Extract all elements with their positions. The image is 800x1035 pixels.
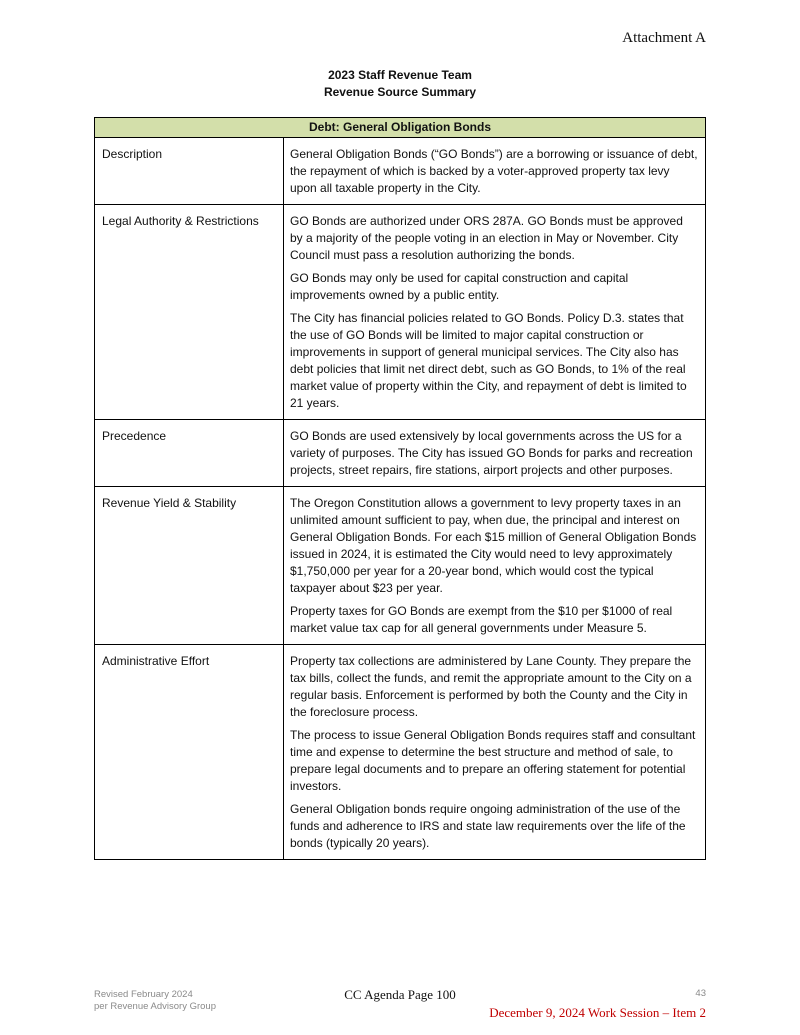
row-paragraph: Property tax collections are administered by Lane County. They prepare the tax bills, collect the funds, and remit the appropriate amount to the City on a regular basis. Enforcement is performed by both the County and the City in the foreclosure process. — [290, 654, 692, 719]
row-paragraph: The City has financial policies related to GO Bonds. Policy D.3. states that the use of GO Bonds will be limited to major capital construction or improvements in support of general municipal services. The City also has debt policies that limit net direct debt, such as GO Bonds, to 1% of the real market value of property within the City, and repayment of debt is limited to 21 years. — [290, 311, 687, 410]
attachment-label: Attachment A — [622, 30, 706, 46]
footer-work-session: December 9, 2024 Work Session – Item 2 — [489, 1005, 706, 1020]
revenue-summary-table — [94, 117, 706, 860]
row-paragraph: The process to issue General Obligation Bonds requires staff and consultant time and expense to determine the best structure and method of sale, to prepare legal documents and to prepare an offering statement for potential investors. — [290, 728, 696, 793]
footer-page-number: 43 — [695, 988, 706, 999]
table-row-legal-authority — [95, 205, 706, 420]
row-paragraph: The Oregon Constitution allows a government to levy property taxes in an unlimited amount sufficient to pay, when due, the principal and interest on General Obligation Bonds. For each $15 million of General Obligation Bonds issued in 2024, it is estimated the City would need to levy approximately $1,750,000 per year for a 20-year bond, which would cost the typical taxpayer about $23 per year. — [290, 496, 697, 595]
row-label: Description — [95, 138, 284, 205]
row-label: Revenue Yield & Stability — [95, 487, 284, 645]
row-content — [284, 138, 706, 205]
table-row-description — [95, 138, 706, 205]
row-label: Administrative Effort — [95, 645, 284, 860]
footer-revised-date: Revised February 2024 — [94, 989, 193, 1000]
row-paragraph: Property taxes for GO Bonds are exempt from the $10 per $1000 of real market value tax cap for all general governments under Measure 5. — [290, 604, 673, 635]
page-title — [0, 67, 800, 101]
table-header-row — [95, 118, 706, 138]
row-paragraph: GO Bonds are authorized under ORS 287A. GO Bonds must be approved by a majority of the people voting in an election in May or November. City Council must pass a resolution authorizing the bonds. — [290, 214, 683, 262]
table-row-revenue-yield — [95, 487, 706, 645]
row-label: Precedence — [95, 420, 284, 487]
footer-agenda-page: CC Agenda Page 100 — [344, 987, 456, 1002]
title-line-2: Revenue Source Summary — [323, 85, 477, 99]
table-row-precedence — [95, 420, 706, 487]
table-heading: Debt: General Obligation Bonds — [95, 118, 706, 138]
row-paragraph: GO Bonds are used extensively by local governments across the US for a variety of purposes. The City has issued GO Bonds for parks and recreation projects, street repairs, fire stations, airport projects and other purposes. — [290, 429, 693, 477]
row-content — [284, 645, 706, 860]
row-content — [284, 487, 706, 645]
row-label: Legal Authority & Restrictions — [95, 205, 284, 420]
row-content — [284, 205, 706, 420]
row-paragraph: GO Bonds may only be used for capital construction and capital improvements owned by a public entity. — [290, 271, 629, 302]
table-row-administrative-effort — [95, 645, 706, 860]
row-paragraph: General Obligation Bonds (“GO Bonds”) are a borrowing or issuance of debt, the repayment of which is backed by a voter-approved property tax levy upon all taxable property in the City. — [290, 147, 698, 195]
footer-group: per Revenue Advisory Group — [94, 1001, 216, 1012]
row-content — [284, 420, 706, 487]
row-paragraph: General Obligation bonds require ongoing administration of the use of the funds and adherence to IRS and state law requirements over the life of the bonds (typically 20 years). — [290, 802, 686, 850]
title-line-1: 2023 Staff Revenue Team — [328, 68, 472, 82]
